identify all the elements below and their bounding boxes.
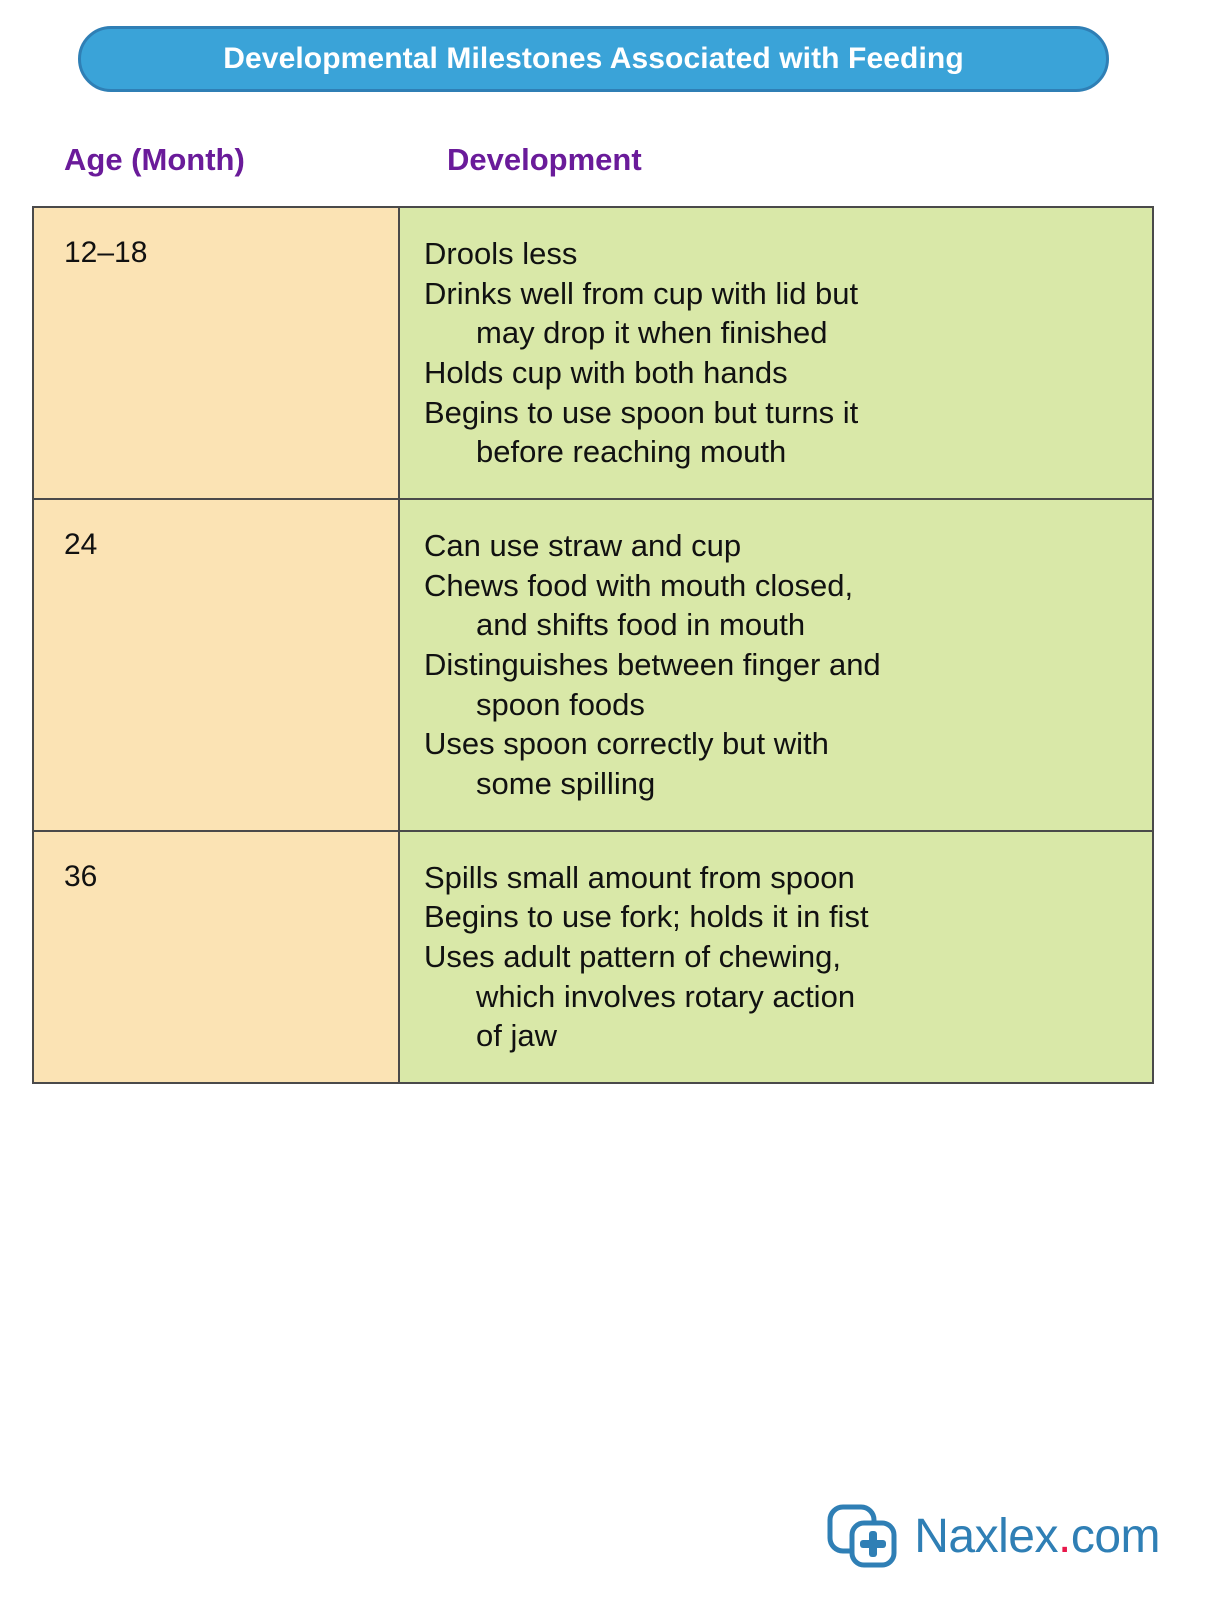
milestones-table	[32, 206, 1154, 1084]
development-line: Holds cup with both hands	[424, 355, 788, 391]
development-line: which involves rotary action	[476, 978, 856, 1014]
development-line: Distinguishes between finger and	[424, 647, 881, 683]
cell-development	[399, 831, 1153, 1083]
table-row	[33, 831, 1153, 1083]
development-line: Uses spoon correctly but with	[424, 726, 829, 762]
logo-wordmark	[914, 1509, 1160, 1564]
development-line: Begins to use spoon but turns it	[424, 394, 859, 430]
cell-age: 24	[33, 499, 399, 831]
cell-development	[399, 499, 1153, 831]
table-row	[33, 499, 1153, 831]
page-title: Developmental Milestones Associated with Feeding	[223, 42, 964, 75]
column-header-age: Age (Month)	[64, 142, 245, 177]
cell-age: 36	[33, 831, 399, 1083]
logo-tld: com	[1070, 1509, 1160, 1563]
development-line: Chews food with mouth closed,	[424, 567, 854, 603]
development-line: may drop it when finished	[476, 315, 828, 351]
development-line: Drools less	[424, 236, 578, 271]
table-row	[33, 207, 1153, 499]
development-line: Begins to use fork; holds it in fist	[424, 899, 869, 935]
column-headers	[0, 142, 1218, 196]
development-line: and shifts food in mouth	[476, 607, 806, 643]
column-header-development: Development	[447, 142, 642, 177]
development-line: of jaw	[476, 1018, 557, 1054]
naxlex-logo-icon	[826, 1501, 900, 1571]
logo-dot: .	[1057, 1509, 1071, 1563]
site-logo	[826, 1501, 1160, 1571]
development-line: before reaching mouth	[476, 434, 787, 470]
development-line: some spilling	[476, 766, 656, 802]
logo-name: Naxlex	[914, 1509, 1058, 1563]
development-line: Can use straw and cup	[424, 528, 742, 564]
development-line: spoon foods	[476, 686, 645, 722]
cell-development	[399, 207, 1153, 499]
cell-age: 12–18	[33, 207, 399, 499]
development-line: Drinks well from cup with lid but	[424, 275, 859, 311]
development-line: Spills small amount from spoon	[424, 859, 855, 895]
title-banner	[78, 26, 1109, 92]
development-line: Uses adult pattern of chewing,	[424, 939, 842, 975]
